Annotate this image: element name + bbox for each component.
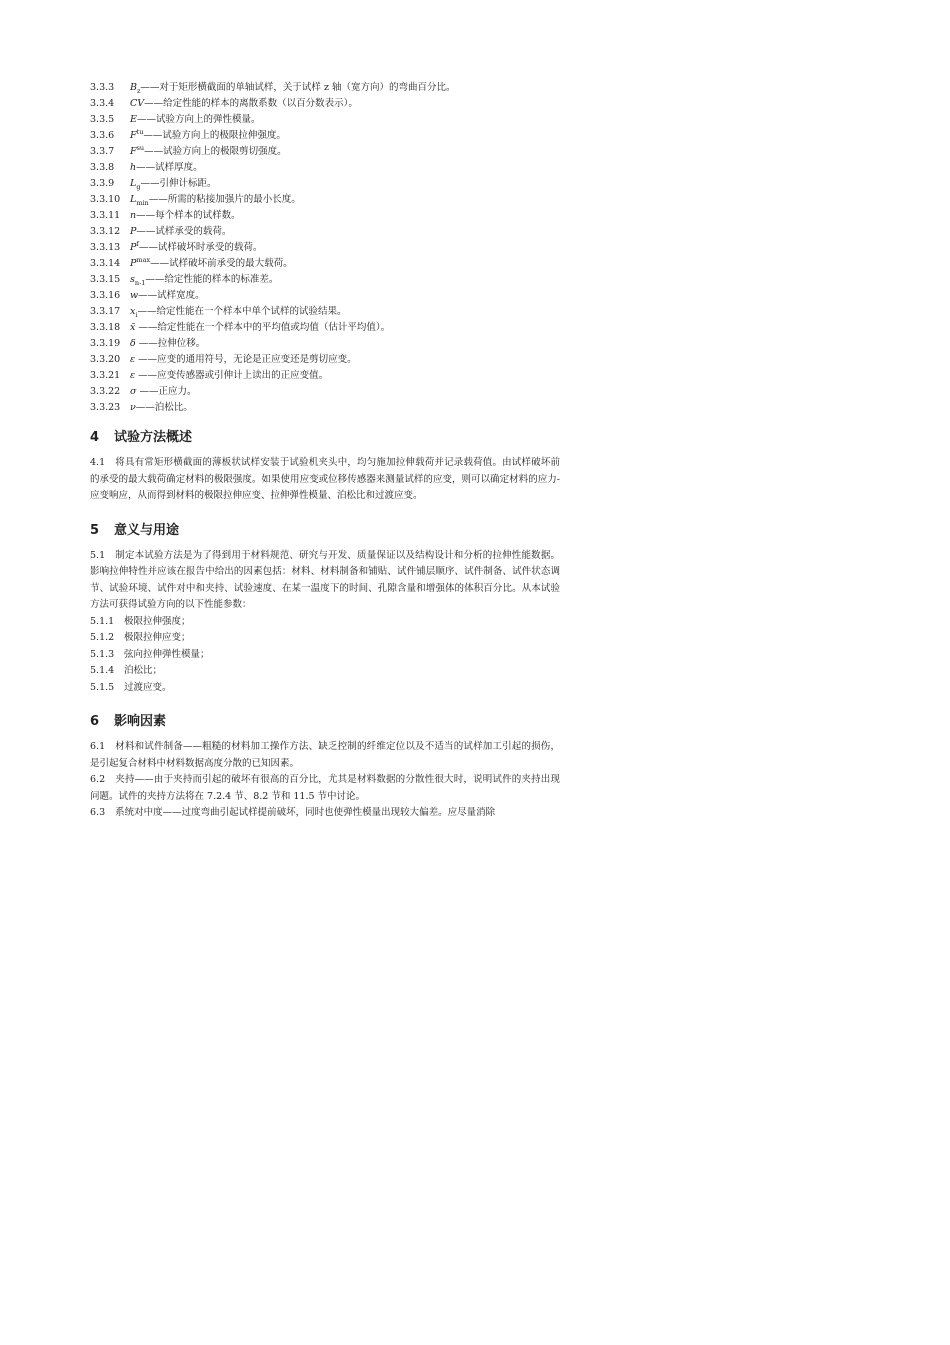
definition-text: ——给定性能在一个样本中的平均值或均值（估计平均值）。 [135,322,391,334]
definition-text: ——正应力。 [136,386,197,398]
definition-symbol: P [130,226,137,238]
definition-row [90,108,560,124]
definition-symbol: h [130,162,137,174]
definition-text: ——试样破坏时承受的载荷。 [138,242,263,254]
definition-number: 3.3.15 [90,274,121,286]
definition-row [90,316,560,332]
list-item: 5.1.2 极限拉伸应变； [90,632,191,643]
definition-symbol: CV [130,98,145,110]
definition-symbol: δ [130,338,136,350]
definition-number: 3.3.22 [90,386,121,398]
definition-number: 3.3.18 [90,322,121,334]
definition-number: 3.3.21 [90,370,121,382]
list-item: 5.1.5 过渡应变。 [90,681,172,693]
definition-number: 3.3.11 [90,210,121,222]
definition-text: ——试验方向上的弹性模量。 [136,114,261,126]
definition-text: ——试验方向上的极限剪切强度。 [144,146,287,158]
definition-row [90,188,560,208]
definition-row [90,156,560,172]
paragraph-6-3: 6.3 系统对中度——过度弯曲引起试样提前破坏，同时也使弹性模量出现较大偏差。应尽量消除 [90,807,496,818]
definition-number: 3.3.10 [90,194,121,206]
definition-row [90,220,560,236]
definition-symbol: E [130,114,137,126]
definition-row [90,364,560,380]
definition-number: 3.3.12 [90,226,121,238]
definition-text: ——试样破坏前承受的最大载荷。 [150,258,293,270]
definition-symbol: $L_g$ [130,178,141,192]
definition-number: 3.3.8 [90,162,115,174]
definition-number: 3.3.3 [90,82,115,94]
definition-number: 3.3.23 [90,402,121,414]
definition-number: 3.3.4 [90,98,115,110]
definition-number: 3.3.5 [90,114,115,126]
definition-row [90,92,560,108]
definition-symbol: $L_{min}$ [130,194,149,208]
definition-text: ——给定性能的样本的标准差。 [145,274,279,286]
definition-symbol: $P^f$ [130,240,139,254]
definition-row [90,76,560,96]
definition-symbol: $P^{max}$ [130,256,151,270]
definition-number: 3.3.17 [90,306,121,318]
definition-symbol: x̄ [130,322,136,334]
symbol-definitions-list [90,76,560,412]
definition-number: 3.3.19 [90,338,121,350]
list-item: 5.1.4 泊松比； [90,665,163,676]
definition-symbol: w [130,290,139,302]
definition-symbol: σ [130,386,137,398]
section-heading-6: 6 影响因素 [90,714,167,729]
definition-row [90,140,560,156]
definition-symbol: $B_z$ [130,82,141,96]
definition-text: ——对于矩形横截面的单轴试样，关于试样 z 轴（宽方向）的弯曲百分比。 [140,82,456,94]
definition-text: ——所需的粘接加强片的最小长度。 [148,194,301,206]
definition-row [90,396,560,412]
definition-number: 3.3.13 [90,242,121,254]
definition-row [90,332,560,348]
paragraph-5-1: 5.1 制定本试验方法是为了得到用于材料规范、研究与开发、质量保证以及结构设计和分析的拉伸性能数据。影响拉伸特性并应该在报告中给出的因素包括：材料、材料制备和铺贴、试件铺层顺序、试件制备、试件状态调节、试验环境、试件对中和夹持、试验速度、在某一温度下的时间、孔隙含量和增强体的体积百分比。从本试验方法可获得试验方向的以下性能参数： [90,549,560,610]
definition-number: 3.3.9 [90,178,115,190]
paragraph-6-2: 6.2 夹持——由于夹持而引起的破坏有很高的百分比，尤其是材料数据的分散性很大时，说明试件的夹持出现问题。试件的夹持方法将在 7.2.4 节、8.2 节和 11.5 节中讨论。 [90,774,560,802]
definition-row [90,284,560,300]
definition-symbol: $F^{tu}$ [130,128,144,142]
definition-symbol: $x_i$ [130,306,138,320]
definition-text: ——试样厚度。 [136,162,203,174]
definition-text: ——给定性能在一个样本中单个试样的试验结果。 [137,306,347,318]
definition-text: ——拉伸位移。 [135,338,206,350]
list-item: 5.1.1 极限拉伸强度； [90,615,191,627]
definition-symbol: ε [130,354,136,366]
definition-text: ——试样宽度。 [138,290,205,302]
list-item: 5.1.3 弦向拉伸弹性模量； [90,648,210,660]
definition-row [90,380,560,396]
definition-number: 3.3.6 [90,130,115,142]
definition-text: ——给定性能的样本的离散系数（以百分数表示）。 [144,98,358,110]
document-page [90,76,560,822]
definition-text: ——引伸计标距。 [140,178,217,190]
definition-text: ——应变传感器或引伸计上读出的正应变值。 [135,370,329,382]
definition-symbol: ν [130,402,136,414]
definition-number: 3.3.14 [90,258,121,270]
definition-number: 3.3.7 [90,146,115,158]
definition-text: ——应变的通用符号，无论是正应变还是剪切应变。 [135,354,357,366]
definition-number: 3.3.16 [90,290,121,302]
definition-text: ——试验方向上的极限拉伸强度。 [143,130,286,142]
definition-row [90,172,560,192]
definition-row [90,268,560,288]
definition-text: ——泊松比。 [135,402,193,414]
definition-row [90,204,560,220]
paragraph-6-1: 6.1 材料和试件制备——粗糙的材料加工操作方法、缺乏控制的纤维定位以及不适当的试样加工引起的损伤，是引起复合材料中材料数据高度分散的已知因素。 [90,741,560,769]
definition-symbol: n [130,210,137,222]
definition-symbol: ε [130,370,136,382]
section-heading-5: 5 意义与用途 [90,522,180,538]
definition-row [90,300,560,320]
definition-row [90,348,560,364]
definition-text: ——试样承受的载荷。 [136,226,232,238]
definition-row [90,236,560,252]
definition-row [90,252,560,268]
definition-row [90,124,560,140]
definition-text: ——每个样本的试样数。 [136,210,241,222]
definition-symbol: $s_{n-1}$ [130,274,146,288]
definition-number: 3.3.20 [90,354,121,366]
definition-symbol: $F^{su}$ [130,144,145,158]
paragraph-4-1: 4.1 将具有常矩形横截面的薄板状试样安装于试验机夹头中，均匀施加拉伸载荷并记录载荷值。由试样破坏前的承受的最大载荷确定材料的极限强度。如果使用应变或位移传感器来测量试样的应变，则可以确定材料的应力-应变响应，从而得到材料的极限拉伸应变、拉伸弹性模量、泊松比和过渡应变。 [90,457,560,501]
section-heading-4: 4 试验方法概述 [90,430,193,445]
